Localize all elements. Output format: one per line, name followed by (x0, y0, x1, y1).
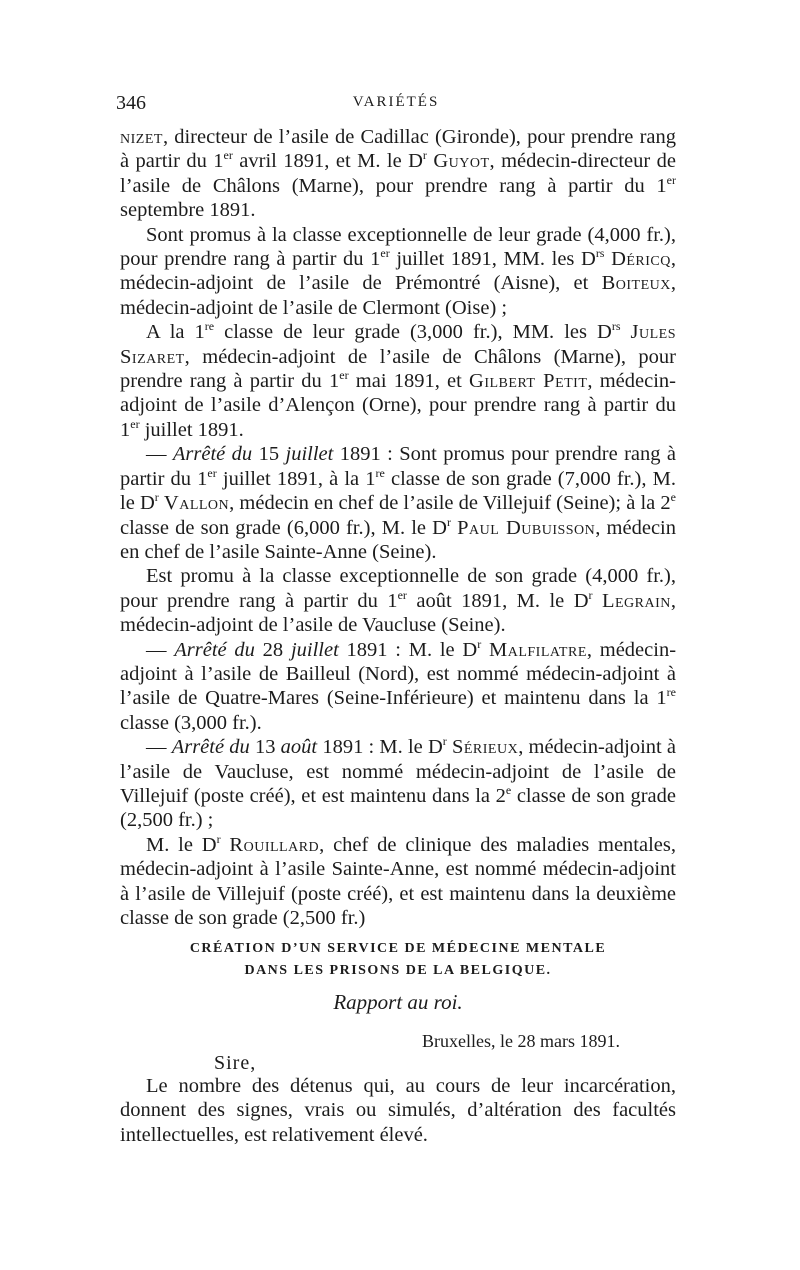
text-segment: — (146, 443, 173, 466)
text-segment: juillet 1891, MM. les D (389, 248, 596, 271)
section-title-line-2: DANS LES PRISONS DE LA BELGIQUE. (244, 963, 552, 978)
person-name: Paul Dubuisson (457, 516, 596, 539)
superscript: r (216, 831, 221, 846)
person-name: Guyot (433, 150, 490, 173)
text-segment: — (146, 638, 175, 661)
text-segment: juillet 1891. (139, 418, 244, 441)
paragraph (120, 638, 676, 736)
text-segment: , médecin-directeur de l’asile de Châlons (Marne), pour prendre rang à partir du 1 (120, 150, 676, 197)
text-segment: , médecin en chef de l’asile de Villejuif (Seine); à la 2 (229, 492, 671, 515)
report-subtitle: Rapport au roi. (333, 990, 463, 1014)
italic-text: Arrêté du (174, 638, 255, 661)
person-name: Rouillard (229, 833, 320, 856)
letter-paragraph: Le nombre des détenus qui, au cours de leur incarcération, donnent des signes, vrais ou simulés, d’altération des facultés intellectuelles, est relativement élevé. (120, 1075, 676, 1146)
superscript: r (588, 587, 593, 602)
text-segment: 1891 : Sont promus pour prendre rang à partir du 1 (120, 443, 677, 490)
text-segment: août 1891, M. le D (406, 589, 589, 612)
body-text (120, 125, 676, 930)
text-segment: , médecin-adjoint à l’asile de Vaucluse, est nommé médecin-adjoint de l’asile de Villejuif (poste créé), et est maintenu dans la 2 (120, 736, 677, 807)
superscript: er (223, 148, 233, 163)
text-segment: 1891 : M. le D (338, 638, 478, 661)
italic-text: juillet (290, 638, 339, 661)
text-segment: , médecin-adjoint de l’asile de Vaucluse (Seine). (120, 589, 676, 637)
person-name: Legrain (601, 589, 671, 612)
superscript: e (670, 490, 676, 505)
superscript: er (380, 246, 390, 261)
page-header (116, 92, 676, 116)
text-segment: , chef de clinique des maladies mentales, médecin-adjoint à l’asile Sainte-Anne, est nommé médecin-adjoint à l’asile de Villejuif (poste créé), et est maintenu dans la deuxième classe de son grade (2,500 fr.) (120, 833, 677, 929)
person-name: Jules Sizaret (120, 321, 677, 368)
paragraph (120, 442, 676, 564)
dateline: Bruxelles, le 28 mars 1891. (422, 1031, 620, 1051)
text-segment: , médecin-adjoint à l’asile de Bailleul (Nord), est nommé médecin-adjoint à l’asile de Quatre-Mares (Seine-Inférieure) et maintenu dans la 1 (120, 638, 677, 710)
italic-text: août (280, 736, 318, 759)
superscript: r (446, 514, 451, 529)
superscript: r (477, 636, 482, 651)
text-segment: , médecin-adjoint de l’asile de Prémontré (Aisne), et (120, 248, 677, 295)
paragraph (120, 564, 676, 637)
text-segment: Est promu à la classe exceptionnelle de son grade (4,000 fr.), pour prendre rang à partir du 1 (120, 565, 676, 612)
person-name: Malfilatre (488, 638, 587, 661)
superscript: e (505, 782, 512, 797)
superscript: er (207, 465, 217, 480)
text-segment: 13 (249, 736, 281, 759)
text-segment (621, 321, 631, 343)
paragraph (120, 735, 676, 833)
section-title (120, 938, 676, 982)
superscript: re (666, 685, 676, 700)
person-name: Déricq (611, 248, 671, 271)
text-segment: , médecin-adjoint de l’asile de Châlons (Marne), pour prendre rang à partir du 1 (120, 345, 676, 393)
text-segment: , médecin-adjoint de l’asile de Clermont (Oise) ; (120, 272, 676, 319)
text-segment: mai 1891, et (348, 370, 470, 393)
person-name: Sérieux (451, 736, 519, 759)
person-name: Vallon (163, 492, 230, 515)
running-head: VARIÉTÉS (352, 94, 440, 110)
person-name: Boiteux (601, 272, 671, 295)
superscript: er (130, 416, 140, 431)
person-name: nizet (120, 126, 163, 148)
letter-text (120, 1074, 676, 1147)
text-segment: avril 1891, et M. le D (232, 150, 423, 173)
superscript: r (442, 734, 447, 749)
superscript: er (666, 172, 676, 187)
italic-text: juillet (285, 443, 334, 466)
text-segment: Sont promus à la classe exceptionnelle de leur grade (4,000 fr.), pour prendre rang à partir du 1 (120, 223, 676, 271)
text-segment: M. le D (146, 833, 217, 856)
text-segment: , médecin-adjoint de l’asile d’Alençon (Orne), pour prendre rang à partir du 1 (120, 370, 676, 441)
superscript: rs (611, 319, 621, 334)
text-segment (593, 590, 602, 612)
paragraph (120, 320, 676, 442)
paragraph (120, 833, 676, 931)
salutation: Sire, (214, 1052, 257, 1074)
text-segment: classe de son grade (2,500 fr.) ; (120, 784, 676, 832)
superscript: rs (595, 246, 605, 261)
page-number: 346 (116, 92, 146, 114)
paragraph (120, 125, 676, 223)
person-name: Gilbert Petit (469, 370, 588, 393)
text-segment: classe de son grade (7,000 fr.), M. le D (120, 467, 676, 515)
section-title-line-1: CRÉATION D’UN SERVICE DE MÉDECINE MENTALE (189, 941, 607, 956)
superscript: re (204, 319, 215, 334)
text-segment: , médecin en chef de l’asile Sainte-Anne (Seine). (120, 516, 676, 563)
paragraph (120, 223, 676, 321)
italic-text: Arrêté du (172, 443, 253, 466)
superscript: er (339, 368, 349, 383)
text-segment: , directeur de l’asile de Cadillac (Gironde), pour prendre rang à partir du 1 (120, 126, 676, 173)
text-segment: — (146, 736, 172, 759)
text-segment: classe de leur grade (3,000 fr.), MM. les D (214, 321, 612, 344)
text-segment: 15 (252, 443, 286, 466)
text-segment: A la 1 (146, 321, 205, 344)
text-segment: classe (3,000 fr.). (120, 711, 262, 734)
text-segment: 28 (254, 638, 291, 661)
text-segment: juillet 1891, à la 1 (216, 467, 376, 490)
text-segment: classe de son grade (6,000 fr.), M. le D (120, 516, 447, 539)
text-segment: septembre 1891. (120, 199, 256, 222)
superscript: er (397, 587, 407, 602)
text-segment: 1891 : M. le D (317, 736, 443, 759)
italic-text: Arrêté du (171, 736, 250, 759)
superscript: re (375, 465, 385, 480)
superscript: r (422, 148, 427, 163)
superscript: r (154, 490, 159, 505)
text-segment (481, 639, 489, 661)
